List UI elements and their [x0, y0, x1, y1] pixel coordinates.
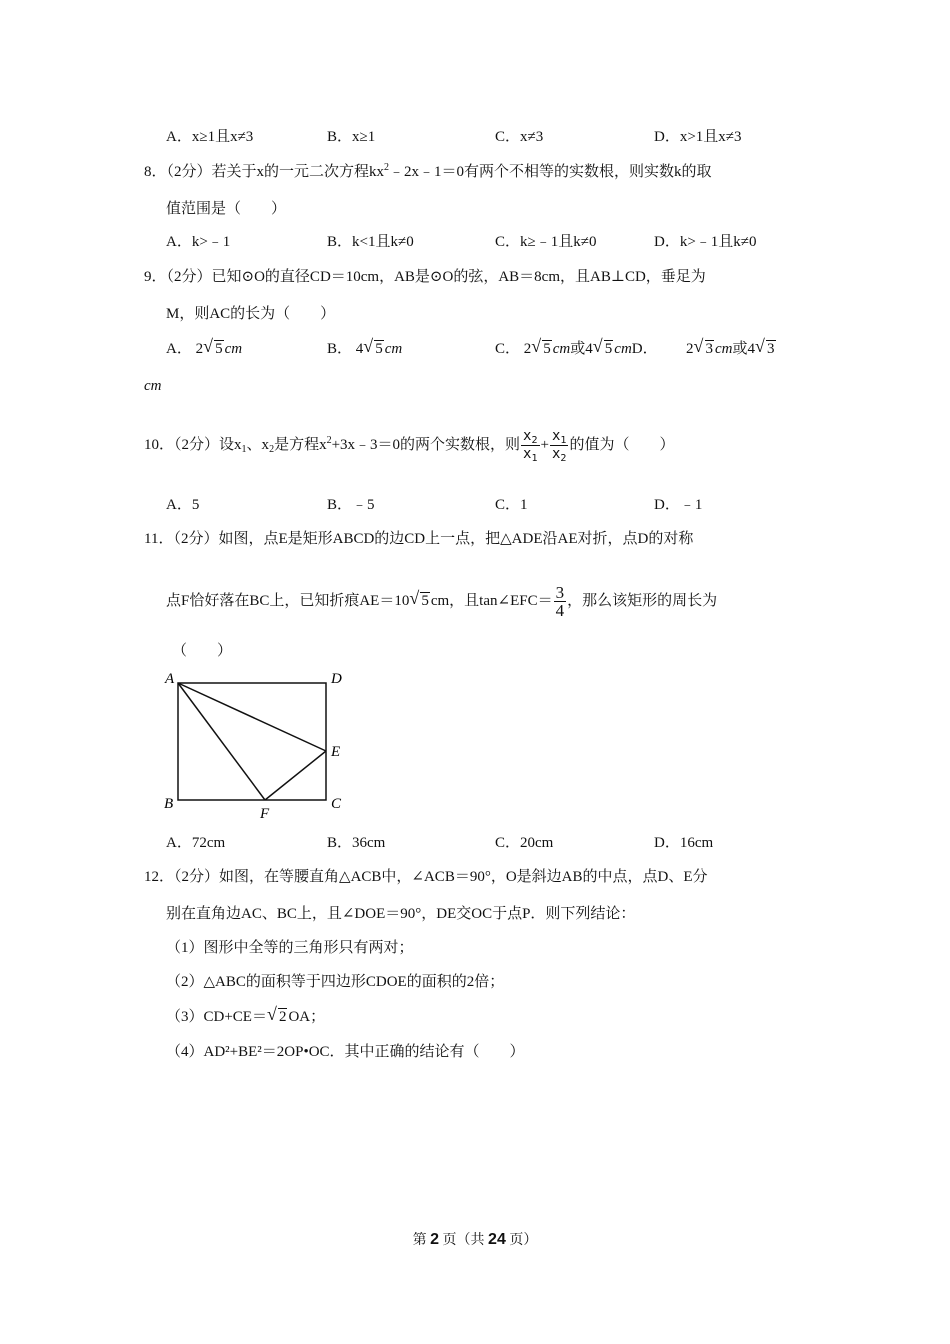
q9-option-b-unit: cm: [384, 341, 403, 357]
q11-fraction: $\frac{3}{4}$: [555, 583, 565, 621]
q9-option-a-label: A．: [166, 341, 192, 357]
q7-option-b: B．x≥1: [327, 129, 376, 145]
q10-fraction-2: $\frac{x_1}{x_2}$: [551, 428, 567, 465]
q9-option-b-label: B．: [327, 341, 353, 357]
q11-stem-line2: 点F恰好落在BC上，已知折痕AE＝10√ 5 cm，且tan∠EFC＝ $\frac{3}{4}$ ，那么该矩形的周长为: [166, 581, 717, 621]
q12-stem-line1: [144, 867, 708, 887]
q7-option-d: D．x>1且x≠3: [654, 129, 742, 145]
q9-option-d-label: D．: [631, 341, 658, 357]
q12-stem-line2: 别在直角边AC、BC上，且∠DOE＝90°，DE交OC于点P．则下列结论：: [166, 906, 636, 922]
q12-stem-text: 如图，在等腰直角△ACB中，∠ACB＝90°，O是斜边AB的中点，点D、E分: [219, 869, 708, 885]
q11-stem-line2-c: ，那么该矩形的周长为: [567, 593, 718, 609]
footer-total-pages: 24: [488, 1231, 506, 1248]
q11-score: （2分）: [173, 531, 219, 547]
q10-stem-b: 、x: [246, 437, 270, 453]
q9-option-d-unit: cm: [715, 341, 733, 357]
q12-conclusion-2: （2）△ABC的面积等于四边形CDOE的面积的2倍；: [166, 974, 505, 990]
q9-score: （2分）: [166, 269, 212, 285]
q8-exponent: 2: [384, 162, 390, 173]
q11-label-d: D: [331, 671, 342, 687]
footer-page-number: 2: [430, 1231, 440, 1248]
q11-label-e: E: [331, 744, 341, 760]
q12-conclusion-1: （1）图形中全等的三角形只有两对；: [166, 940, 414, 956]
q8-number: 8．: [144, 164, 167, 180]
q9-option-d: 2√ 3 cm或4√ 3: [686, 339, 777, 359]
q12-conclusion-4: （4）AD²+BE²＝2OP•OC．其中正确的结论有（ ）: [166, 1044, 525, 1060]
q9-stem-line2: M，则AC的长为（ ）: [166, 306, 336, 322]
q8-option-a: A．k>﹣1: [166, 234, 231, 250]
q9-option-c: C． 2√ 5 cm或4√ 5 cmD．: [495, 339, 658, 359]
q11-line-fe: [265, 751, 326, 800]
q9-number: 9．: [144, 269, 167, 285]
q10-stem-c: 是方程x: [274, 437, 327, 453]
q8-stem-a: 若关于x的一元二次方程kx: [211, 164, 385, 180]
q8-option-c: C．k≥﹣1且k≠0: [495, 234, 597, 250]
q12-conclusion-3-b: OA；: [288, 1009, 326, 1025]
q11-label-f: F: [260, 806, 270, 822]
q11-label-a: A: [165, 671, 175, 687]
q11-figure: [158, 662, 358, 822]
q10-fraction-1: $\frac{x_2}{x_1}$: [523, 428, 538, 465]
q9-option-a-unit: cm: [224, 341, 243, 357]
q11-number: 11．: [144, 531, 174, 547]
footer-pre: 第: [412, 1233, 427, 1248]
q9-option-d-unit-wrap: cm: [144, 378, 162, 394]
q10-stem-a: 设x: [219, 437, 242, 453]
q10-stem: 10．（2分）设$x_1$、$x_2$是方程$x^2+3x﹣3=0$的两个实数根，则 $\frac{x_2}{x_1}$ + $\frac{x_1}{x_2}$ 的值为（ ）: [144, 428, 675, 465]
q10-option-b: B．﹣5: [327, 497, 375, 513]
q11-line-af: [178, 683, 265, 800]
q10-score: （2分）: [174, 437, 220, 453]
q9-stem-line1: [144, 267, 706, 287]
q8-stem-b: ﹣2x﹣1＝0有两个不相等的实数根，则实数k的取: [389, 164, 712, 180]
page-footer: [0, 1229, 950, 1249]
q9-option-c-or: 或: [570, 341, 586, 357]
q8-option-b: B．k<1且k≠0: [327, 234, 414, 250]
q11-option-b: B．36cm: [327, 835, 386, 851]
q8-option-d: D．k>﹣1且k≠0: [654, 234, 757, 250]
q9-option-d-or: 或: [732, 341, 748, 357]
q12-conclusion-3-a: （3）CD+CE＝: [166, 1009, 267, 1025]
footer-mid: 页（共: [442, 1233, 485, 1248]
q11-stem-text: 如图，点E是矩形ABCD的边CD上一点，把△ADE沿AE对折，点D的对称: [218, 531, 694, 547]
q10-option-a: A．5: [166, 497, 200, 513]
q10-option-d: D．﹣1: [654, 497, 703, 513]
q10-stem-e: 的值为（ ）: [569, 437, 675, 453]
q8-stem-line2: 值范围是（ ）: [166, 201, 287, 217]
q12-conclusion-3: （3）CD+CE＝√ 2 OA；: [166, 1007, 325, 1027]
q11-stem-line3: （ ）: [172, 643, 233, 659]
q11-label-b: B: [164, 796, 174, 812]
q11-stem-line2-b: cm，且tan∠EFC＝: [430, 593, 553, 609]
q11-stem-line2-a: 点F恰好落在BC上，已知折痕AE＝10: [166, 593, 410, 609]
q10-stem-d: +3x﹣3＝0的两个实数根，则: [331, 437, 521, 453]
q12-score: （2分）: [174, 869, 220, 885]
q7-option-a: A．x≥1且x≠3: [166, 129, 254, 145]
q11-option-d: D．16cm: [654, 835, 714, 851]
q9-option-c-unit: cm: [552, 341, 571, 357]
q9-option-c-label: C．: [495, 341, 521, 357]
q10-number: 10．: [144, 437, 175, 453]
q11-option-c: C．20cm: [495, 835, 554, 851]
q11-label-c: C: [331, 796, 342, 812]
q12-number: 12．: [144, 869, 175, 885]
q10-option-c: C．1: [495, 497, 528, 513]
q7-option-c: C．x≠3: [495, 129, 544, 145]
q9-option-b: B． 4√ 5 cm: [327, 339, 402, 359]
q11-option-a: A．72cm: [166, 835, 226, 851]
footer-post: 页）: [509, 1233, 538, 1248]
q11-stem-line1: [144, 529, 693, 549]
q8-score: （2分）: [166, 164, 212, 180]
q9-option-a: A． 2√ 5 cm: [166, 339, 242, 359]
q9-option-c-unit2: cm: [614, 341, 632, 357]
q8-stem-line1: [144, 162, 712, 182]
q11-line-ae: [178, 683, 326, 751]
q9-stem-text: 已知⊙O的直径CD＝10cm，AB是⊙O的弦，AB＝8cm，且AB⊥CD，垂足为: [211, 269, 706, 285]
